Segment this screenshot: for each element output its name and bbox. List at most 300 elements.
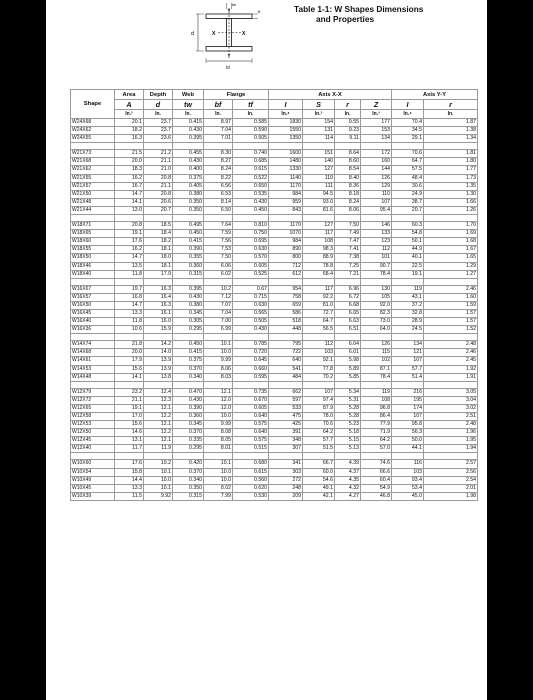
value-cell: 3.02 bbox=[424, 404, 478, 412]
shape-cell: W14X53 bbox=[71, 365, 115, 373]
value-cell: 14.1 bbox=[115, 373, 144, 381]
table-row bbox=[71, 198, 478, 206]
spacer-cell bbox=[424, 278, 478, 285]
value-cell: 18.3 bbox=[115, 166, 144, 174]
value-cell: 0.495 bbox=[173, 222, 204, 230]
shape-cell: W14X48 bbox=[71, 373, 115, 381]
unit-header-cell: In. bbox=[335, 110, 361, 119]
table-row bbox=[71, 429, 478, 437]
table-row bbox=[71, 388, 478, 396]
table-row bbox=[71, 246, 478, 254]
value-cell: 8.18 bbox=[335, 190, 361, 198]
value-cell: 32.8 bbox=[392, 309, 424, 317]
value-cell: 7.59 bbox=[204, 230, 233, 238]
value-cell: 112 bbox=[303, 341, 335, 349]
spacer-cell bbox=[115, 215, 144, 222]
value-cell: 0.525 bbox=[233, 270, 269, 278]
value-cell: 8.36 bbox=[335, 182, 361, 190]
value-cell: 11.5 bbox=[115, 492, 144, 500]
value-cell: 78.8 bbox=[303, 262, 335, 270]
table-row bbox=[71, 174, 478, 182]
value-cell: 46.8 bbox=[361, 492, 392, 500]
value-cell: 95.8 bbox=[392, 421, 424, 429]
value-cell: 14.6 bbox=[115, 429, 144, 437]
value-cell: 0.450 bbox=[233, 206, 269, 214]
value-cell: 0.595 bbox=[233, 373, 269, 381]
value-cell: 0.740 bbox=[233, 150, 269, 158]
value-cell: 107 bbox=[361, 198, 392, 206]
value-cell: 0.522 bbox=[233, 174, 269, 182]
shape-cell: W21X62 bbox=[71, 166, 115, 174]
value-cell: 1.60 bbox=[424, 293, 478, 301]
table-row bbox=[71, 460, 478, 468]
value-cell: 18.0 bbox=[144, 254, 173, 262]
value-cell: 126 bbox=[361, 174, 392, 182]
value-cell: 134 bbox=[392, 341, 424, 349]
value-cell: 11.9 bbox=[144, 445, 173, 453]
value-cell: 0.350 bbox=[173, 206, 204, 214]
value-cell: 0.345 bbox=[173, 421, 204, 429]
value-cell: 659 bbox=[269, 301, 303, 309]
shape-header: Shape bbox=[71, 90, 115, 119]
value-cell: 14.0 bbox=[144, 349, 173, 357]
value-cell: 8.08 bbox=[204, 429, 233, 437]
value-cell: 72.7 bbox=[303, 309, 335, 317]
value-cell: 348 bbox=[269, 437, 303, 445]
value-cell: 6.56 bbox=[204, 182, 233, 190]
value-cell: 17.9 bbox=[144, 270, 173, 278]
label-d: d bbox=[191, 31, 195, 37]
value-cell: 0.395 bbox=[173, 135, 204, 143]
value-cell: 9.23 bbox=[335, 127, 361, 135]
value-cell: 10.6 bbox=[115, 326, 144, 334]
shape-cell: W21X50 bbox=[71, 190, 115, 198]
value-cell: 954 bbox=[269, 285, 303, 293]
value-cell: 7.21 bbox=[335, 270, 361, 278]
value-cell: 81.6 bbox=[303, 206, 335, 214]
value-cell: 7.53 bbox=[204, 246, 233, 254]
value-cell: 19.1 bbox=[392, 270, 424, 278]
value-cell: 10.1 bbox=[204, 341, 233, 349]
spacer-cell bbox=[71, 143, 115, 150]
value-cell: 5.28 bbox=[335, 413, 361, 421]
value-cell: 71.9 bbox=[361, 429, 392, 437]
value-cell: 13.3 bbox=[115, 309, 144, 317]
value-cell: 60.4 bbox=[361, 476, 392, 484]
value-cell: 10.0 bbox=[204, 476, 233, 484]
value-cell: 5.28 bbox=[335, 404, 361, 412]
value-cell: 0.430 bbox=[173, 396, 204, 404]
value-cell: 8.03 bbox=[204, 373, 233, 381]
value-cell: 8.05 bbox=[204, 437, 233, 445]
spacer-cell bbox=[335, 215, 361, 222]
value-cell: 6.04 bbox=[335, 341, 361, 349]
spacer-cell bbox=[303, 278, 335, 285]
value-cell: 0.430 bbox=[173, 127, 204, 135]
value-cell: 14.2 bbox=[144, 341, 173, 349]
value-cell: 17.9 bbox=[115, 357, 144, 365]
symbol-header-cell: r bbox=[335, 100, 361, 110]
value-cell: 6.01 bbox=[335, 349, 361, 357]
spacer-cell bbox=[392, 381, 424, 388]
shape-cell: W14X74 bbox=[71, 341, 115, 349]
value-cell: 86.4 bbox=[361, 413, 392, 421]
value-cell: 81.0 bbox=[303, 301, 335, 309]
value-cell: 107 bbox=[392, 357, 424, 365]
value-cell: 0.305 bbox=[173, 318, 204, 326]
spacer-cell bbox=[233, 278, 269, 285]
spacer-cell bbox=[115, 278, 144, 285]
value-cell: 216 bbox=[392, 388, 424, 396]
spacer-cell bbox=[115, 334, 144, 341]
value-cell: 16.7 bbox=[115, 182, 144, 190]
table-row bbox=[71, 309, 478, 317]
value-cell: 38.7 bbox=[392, 198, 424, 206]
value-cell: 1480 bbox=[269, 158, 303, 166]
table-row bbox=[71, 238, 478, 246]
value-cell: 119 bbox=[392, 285, 424, 293]
value-cell: 95.4 bbox=[361, 206, 392, 214]
value-cell: 64.2 bbox=[303, 429, 335, 437]
value-cell: 1.73 bbox=[424, 174, 478, 182]
spacer-cell bbox=[392, 215, 424, 222]
value-cell: 2.46 bbox=[424, 349, 478, 357]
table-row bbox=[71, 365, 478, 373]
value-cell: 11.8 bbox=[115, 270, 144, 278]
spacer-cell bbox=[144, 278, 173, 285]
value-cell: 87.9 bbox=[303, 404, 335, 412]
shape-cell: W21X57 bbox=[71, 182, 115, 190]
value-cell: 133 bbox=[361, 230, 392, 238]
value-cell: 151 bbox=[303, 150, 335, 158]
value-cell: 51.4 bbox=[392, 373, 424, 381]
shape-cell: W10X39 bbox=[71, 492, 115, 500]
table-row bbox=[71, 206, 478, 214]
value-cell: 0.575 bbox=[233, 421, 269, 429]
value-cell: 0.695 bbox=[233, 238, 269, 246]
value-cell: 1.57 bbox=[424, 318, 478, 326]
value-cell: 13.1 bbox=[115, 437, 144, 445]
value-cell: 78.4 bbox=[361, 373, 392, 381]
value-cell: 56.5 bbox=[303, 326, 335, 334]
value-cell: 57.0 bbox=[361, 445, 392, 453]
w-shape-cross-section-diagram bbox=[178, 0, 290, 76]
value-cell: 18.2 bbox=[144, 238, 173, 246]
value-cell: 5.15 bbox=[335, 437, 361, 445]
value-cell: 8.27 bbox=[204, 158, 233, 166]
value-cell: 107 bbox=[392, 413, 424, 421]
value-cell: 7.01 bbox=[204, 135, 233, 143]
value-cell: 19.1 bbox=[115, 404, 144, 412]
value-cell: 8.06 bbox=[204, 365, 233, 373]
value-cell: 1.81 bbox=[424, 150, 478, 158]
value-cell: 68.4 bbox=[303, 270, 335, 278]
spacer-cell bbox=[424, 215, 478, 222]
value-cell: 7.04 bbox=[204, 309, 233, 317]
value-cell: 662 bbox=[269, 388, 303, 396]
value-cell: 10.2 bbox=[144, 460, 173, 468]
value-cell: 28.9 bbox=[392, 318, 424, 326]
spacer-cell bbox=[144, 143, 173, 150]
value-cell: 8.06 bbox=[335, 206, 361, 214]
shape-cell: W18X46 bbox=[71, 262, 115, 270]
shape-cell: W12X72 bbox=[71, 396, 115, 404]
spacer-cell bbox=[361, 334, 392, 341]
shape-cell: W10X45 bbox=[71, 484, 115, 492]
value-cell: 7.99 bbox=[204, 492, 233, 500]
value-cell: 116 bbox=[392, 460, 424, 468]
spacer-cell bbox=[335, 278, 361, 285]
spacer-cell bbox=[269, 381, 303, 388]
value-cell: 110 bbox=[361, 190, 392, 198]
symbol-header-cell: S bbox=[303, 100, 335, 110]
value-cell: 1.59 bbox=[424, 301, 478, 309]
value-cell: 1.96 bbox=[424, 429, 478, 437]
value-cell: 1170 bbox=[269, 222, 303, 230]
shape-cell: W12X58 bbox=[71, 413, 115, 421]
value-cell: 0.315 bbox=[173, 270, 204, 278]
value-cell: 1.67 bbox=[424, 246, 478, 254]
value-cell: 0.390 bbox=[173, 246, 204, 254]
value-cell: 16.2 bbox=[115, 174, 144, 182]
value-cell: 0.605 bbox=[233, 404, 269, 412]
value-cell: 10.1 bbox=[144, 484, 173, 492]
value-cell: 111 bbox=[303, 182, 335, 190]
value-cell: 44.9 bbox=[392, 246, 424, 254]
value-cell: 1.29 bbox=[424, 262, 478, 270]
value-cell: 959 bbox=[269, 198, 303, 206]
spacer-cell bbox=[115, 381, 144, 388]
spacer-cell bbox=[233, 381, 269, 388]
value-cell: 1.91 bbox=[424, 373, 478, 381]
shape-cell: W24X55 bbox=[71, 135, 115, 143]
value-cell: 0.67 bbox=[233, 285, 269, 293]
value-cell: 1.34 bbox=[424, 135, 478, 143]
value-cell: 127 bbox=[303, 222, 335, 230]
value-cell: 30.6 bbox=[392, 182, 424, 190]
value-cell: 12.1 bbox=[144, 421, 173, 429]
value-cell: 722 bbox=[269, 349, 303, 357]
spacer-cell bbox=[204, 143, 233, 150]
label-tf: tf bbox=[258, 9, 261, 14]
table-row bbox=[71, 119, 478, 127]
value-cell: 70.2 bbox=[303, 373, 335, 381]
value-cell: 13.9 bbox=[144, 357, 173, 365]
value-cell: 129 bbox=[361, 182, 392, 190]
spacer-cell bbox=[424, 143, 478, 150]
value-cell: 177 bbox=[361, 119, 392, 127]
value-cell: 14.7 bbox=[115, 190, 144, 198]
value-cell: 102 bbox=[361, 357, 392, 365]
value-cell: 50.0 bbox=[392, 437, 424, 445]
value-cell: 48.4 bbox=[392, 174, 424, 182]
shape-cell: W16X45 bbox=[71, 309, 115, 317]
value-cell: 6.99 bbox=[204, 326, 233, 334]
value-cell: 78.0 bbox=[303, 413, 335, 421]
shape-cell: W14X68 bbox=[71, 349, 115, 357]
value-cell: 94.5 bbox=[303, 190, 335, 198]
shape-cell: W18X60 bbox=[71, 238, 115, 246]
value-cell: 984 bbox=[269, 190, 303, 198]
value-cell: 42.1 bbox=[303, 492, 335, 500]
value-cell: 1.68 bbox=[424, 238, 478, 246]
value-cell: 12.1 bbox=[204, 388, 233, 396]
value-cell: 15.6 bbox=[115, 421, 144, 429]
header-group-row bbox=[71, 90, 478, 100]
value-cell: 88.9 bbox=[303, 254, 335, 262]
value-cell: 4.39 bbox=[335, 460, 361, 468]
value-cell: 5.18 bbox=[335, 429, 361, 437]
value-cell: 23.7 bbox=[144, 119, 173, 127]
value-cell: 4.32 bbox=[335, 484, 361, 492]
value-cell: 131 bbox=[303, 127, 335, 135]
axis-x-header: Axis X-X bbox=[269, 90, 392, 100]
value-cell: 2.48 bbox=[424, 421, 478, 429]
value-cell: 54.6 bbox=[303, 476, 335, 484]
spacer-cell bbox=[269, 334, 303, 341]
value-cell: 0.720 bbox=[233, 349, 269, 357]
spacer-cell bbox=[173, 381, 204, 388]
table-row bbox=[71, 326, 478, 334]
value-cell: 18.1 bbox=[144, 246, 173, 254]
value-cell: 9.92 bbox=[144, 492, 173, 500]
spacer-cell bbox=[204, 334, 233, 341]
value-cell: 5.98 bbox=[335, 357, 361, 365]
value-cell: 800 bbox=[269, 254, 303, 262]
value-cell: 16.2 bbox=[115, 246, 144, 254]
shape-cell: W12X65 bbox=[71, 404, 115, 412]
value-cell: 0.450 bbox=[173, 230, 204, 238]
value-cell: 0.470 bbox=[173, 388, 204, 396]
shape-cell: W10X60 bbox=[71, 460, 115, 468]
spacer-cell bbox=[71, 381, 115, 388]
value-cell: 0.590 bbox=[233, 127, 269, 135]
shape-cell: W14X61 bbox=[71, 357, 115, 365]
value-cell: 1.66 bbox=[424, 198, 478, 206]
value-cell: 0.375 bbox=[173, 357, 204, 365]
value-cell: 117 bbox=[303, 285, 335, 293]
value-cell: 21.8 bbox=[115, 341, 144, 349]
value-cell: 195 bbox=[392, 396, 424, 404]
value-cell: 7.50 bbox=[335, 222, 361, 230]
value-cell: 6.72 bbox=[335, 293, 361, 301]
symbol-header-cell: d bbox=[144, 100, 173, 110]
value-cell: 8.54 bbox=[335, 166, 361, 174]
value-cell: 0.455 bbox=[173, 150, 204, 158]
spacer-cell bbox=[144, 215, 173, 222]
spacer-cell bbox=[204, 215, 233, 222]
value-cell: 758 bbox=[269, 293, 303, 301]
value-cell: 0.370 bbox=[173, 468, 204, 476]
value-cell: 110 bbox=[303, 174, 335, 182]
symbol-header-cell: I bbox=[392, 100, 424, 110]
value-cell: 16.3 bbox=[144, 301, 173, 309]
value-cell: 16.4 bbox=[144, 293, 173, 301]
symbol-header-cell: tw bbox=[173, 100, 204, 110]
value-cell: 6.02 bbox=[204, 270, 233, 278]
symbol-header-cell: A bbox=[115, 100, 144, 110]
table-row bbox=[71, 318, 478, 326]
table-row bbox=[71, 492, 478, 500]
value-cell: 4.35 bbox=[335, 476, 361, 484]
value-cell: 0.400 bbox=[173, 166, 204, 174]
value-cell: 127 bbox=[303, 166, 335, 174]
label-y-bottom: Y bbox=[227, 53, 231, 58]
value-cell: 0.620 bbox=[233, 484, 269, 492]
value-cell: 0.395 bbox=[173, 285, 204, 293]
value-cell: 13.8 bbox=[144, 373, 173, 381]
value-cell: 518 bbox=[269, 318, 303, 326]
value-cell: 7.12 bbox=[204, 293, 233, 301]
group-spacer-row bbox=[71, 215, 478, 222]
value-cell: 0.415 bbox=[173, 349, 204, 357]
value-cell: 0.340 bbox=[173, 476, 204, 484]
unit-header-cell: In. bbox=[233, 110, 269, 119]
value-cell: 484 bbox=[269, 373, 303, 381]
spacer-cell bbox=[115, 453, 144, 460]
value-cell: 60.0 bbox=[303, 468, 335, 476]
value-cell: 8.14 bbox=[204, 198, 233, 206]
value-cell: 57.7 bbox=[392, 365, 424, 373]
shape-cell: W18X40 bbox=[71, 270, 115, 278]
label-y-top: Y bbox=[227, 8, 231, 13]
value-cell: 98.3 bbox=[303, 246, 335, 254]
value-cell: 0.375 bbox=[173, 174, 204, 182]
value-cell: 154 bbox=[303, 119, 335, 127]
value-cell: 103 bbox=[303, 349, 335, 357]
value-cell: 248 bbox=[269, 484, 303, 492]
spacer-cell bbox=[335, 143, 361, 150]
table-row bbox=[71, 166, 478, 174]
value-cell: 0.345 bbox=[173, 309, 204, 317]
value-cell: 391 bbox=[269, 429, 303, 437]
value-cell: 1330 bbox=[269, 166, 303, 174]
value-cell: 8.97 bbox=[204, 119, 233, 127]
shape-cell: W12X50 bbox=[71, 429, 115, 437]
shape-cell: W18X50 bbox=[71, 254, 115, 262]
value-cell: 43.1 bbox=[392, 293, 424, 301]
value-cell: 114 bbox=[303, 135, 335, 143]
value-cell: 140 bbox=[303, 158, 335, 166]
value-cell: 7.07 bbox=[204, 301, 233, 309]
table-row bbox=[71, 357, 478, 365]
value-cell: 23.6 bbox=[144, 135, 173, 143]
value-cell: 1.52 bbox=[424, 326, 478, 334]
value-cell: 21.1 bbox=[144, 182, 173, 190]
shape-cell: W24X62 bbox=[71, 127, 115, 135]
value-cell: 0.315 bbox=[173, 492, 204, 500]
value-cell: 0.685 bbox=[233, 158, 269, 166]
value-cell: 0.335 bbox=[173, 437, 204, 445]
shape-cell: W18X65 bbox=[71, 230, 115, 238]
table-row bbox=[71, 373, 478, 381]
spacer-cell bbox=[173, 334, 204, 341]
value-cell: 7.56 bbox=[204, 238, 233, 246]
value-cell: 12.1 bbox=[144, 404, 173, 412]
value-cell: 0.340 bbox=[173, 373, 204, 381]
value-cell: 70.6 bbox=[303, 421, 335, 429]
value-cell: 0.575 bbox=[233, 437, 269, 445]
spacer-cell bbox=[269, 215, 303, 222]
value-cell: 20.0 bbox=[115, 349, 144, 357]
table-row bbox=[71, 285, 478, 293]
value-cell: 144 bbox=[361, 166, 392, 174]
value-cell: 1.77 bbox=[424, 166, 478, 174]
value-cell: 117 bbox=[303, 230, 335, 238]
value-cell: 0.350 bbox=[173, 484, 204, 492]
table-row bbox=[71, 468, 478, 476]
value-cell: 13.5 bbox=[115, 262, 144, 270]
